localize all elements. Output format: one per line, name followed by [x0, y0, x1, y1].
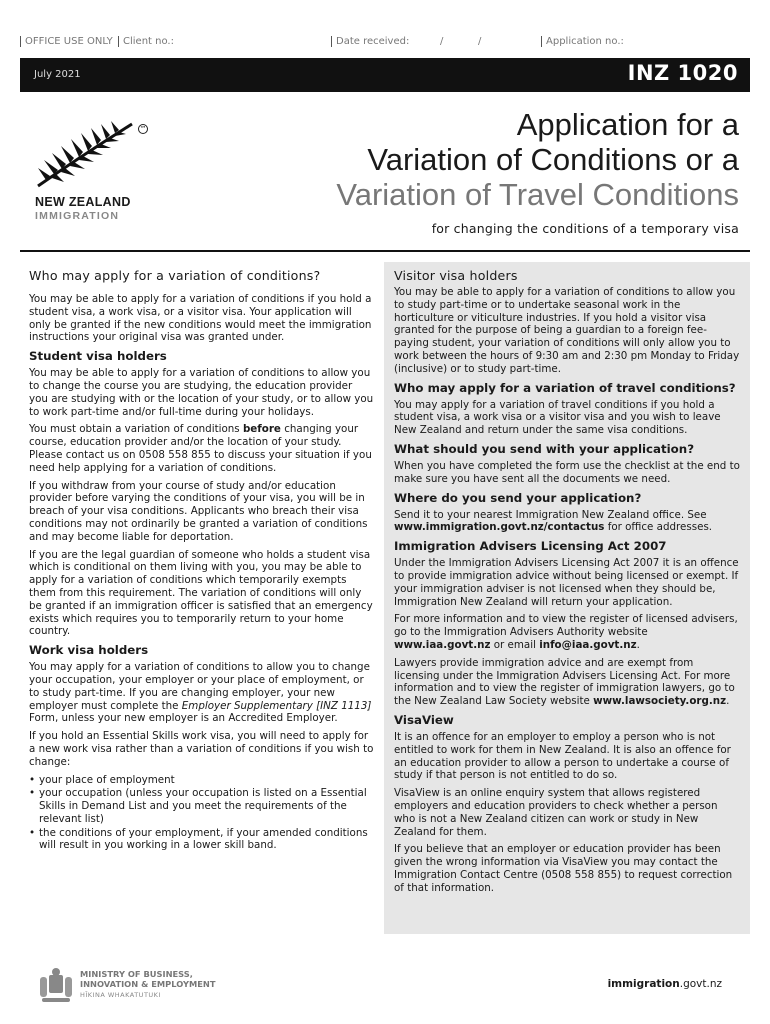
title-line-2: Variation of Conditions or a: [367, 142, 739, 177]
advisers-paragraph-1: Under the Immigration Advisers Licensing Act 2007 it is an offence to provide immigration advice without being licensed or exempt. If your immigration adviser is not licensed when they should be, Immigration New Zealand will return your application.: [394, 557, 739, 608]
text-span: You must obtain a variation of conditions: [29, 423, 243, 436]
form-number: INZ 1020: [627, 61, 738, 85]
travel-paragraph: You may apply for a variation of travel conditions if you hold a student visa, a work visa or a visitor visa and you wish to leave New Zealand and return under the same visa conditions.: [394, 398, 721, 437]
document-subtitle: for changing the conditions of a temporary visa: [431, 221, 739, 236]
text-span: Form, unless your new employer is an Accredited Employer.: [29, 712, 338, 725]
footer-website[interactable]: [608, 978, 722, 990]
right-column: [384, 262, 750, 934]
date-slash-1: /: [440, 36, 444, 47]
mbie-line-2: INNOVATION & EMPLOYMENT: [80, 979, 216, 989]
date-received-label: Date received:: [331, 36, 409, 47]
text-span: For more information and to view the register of licensed advisers, go to the Immigration Advisers Authority website: [394, 613, 738, 639]
text-span: Lawyers provide immigration advice and are exempt from licensing under the Immigration Advisers Licensing Act. For more information and to view the register of immigration lawyers, go to the New Zealand Law Society website: [394, 656, 735, 708]
text-span: Send it to your nearest Immigration New Zealand office. See: [394, 508, 707, 521]
work-paragraph-2: If you hold an Essential Skills work visa, you will need to apply for a new work visa rather than a variation of conditions if you wish to change:: [29, 730, 374, 768]
form-reference: Employer Supplementary [INZ 1113]: [181, 699, 372, 712]
text-span: or email: [490, 638, 540, 651]
heading-advisers-act: Immigration Advisers Licensing Act 2007: [394, 539, 667, 554]
mbie-line-1: MINISTRY OF BUSINESS,: [80, 969, 193, 979]
title-line-3: Variation of Travel Conditions: [336, 177, 739, 212]
visitor-paragraph: You may be able to apply for a variation of conditions to allow you to study part-time or to undertake seasonal work in the horticulture or viticulture industries. If you hold a visitor visa granted for the purpose of being a guardian to a foreign fee-paying student, your variation of conditions will only allow you to work between the hours of 9:30 am and 2:30 pm Monday to Friday (inclusive) or to study part-time.: [394, 286, 740, 375]
mbie-logo: [38, 967, 238, 1007]
work-paragraph-1: [29, 661, 374, 725]
student-paragraph-3: If you withdraw from your course of study and/or education provider before varying the conditions of your visa, you will be in breach of your visa conditions. Applicants who breach their visa conditions may not ordinarily be granted a variation of conditions and may become liable for deportation.: [29, 479, 368, 543]
url-bold: immigration: [607, 978, 680, 990]
text-span: for office addresses.: [604, 521, 713, 534]
trademark-symbol: ™: [139, 125, 147, 133]
text-span: .: [726, 695, 730, 708]
work-change-list: [29, 774, 374, 853]
student-paragraph-2: [29, 423, 374, 474]
contactus-link[interactable]: www.immigration.govt.nz/contactus: [394, 521, 605, 534]
form-date: July 2021: [34, 69, 81, 80]
iaa-website-link[interactable]: www.iaa.govt.nz: [394, 638, 491, 651]
mbie-name: [80, 969, 215, 989]
visaview-paragraph-1: It is an offence for an employer to employ a person who is not entitled to work for them in New Zealand. It is also an offence for an education provider to allow a person to undertake a course of study if that person is not entitled to do so.: [394, 730, 731, 782]
law-society-link[interactable]: www.lawsociety.org.nz: [593, 695, 727, 708]
heading-visitor-visa: Visitor visa holders: [394, 268, 518, 283]
student-paragraph-1: You may be able to apply for a variation of conditions to allow you to change the course you are studying, the education provider you are studying with or the location of your study, or to allow you to work part-time and/or full-time during your holidays.: [29, 367, 374, 418]
intro-paragraph: You may be able to apply for a variation of conditions if you hold a student visa, a work visa, or a visitor visa. Your application will only be granted if the new conditions would meet the immigration instructions your original visa was granted under.: [29, 293, 372, 344]
where-paragraph: [394, 509, 740, 535]
silver-fern-icon: [34, 118, 144, 190]
document-title: [336, 107, 739, 212]
logo-line-2: IMMIGRATION: [35, 210, 120, 222]
advisers-paragraph-3: [394, 657, 740, 708]
coat-of-arms-icon: [38, 967, 74, 1005]
list-item: • your occupation (unless your occupation is listed on a Essential Skills in Demand List and you meet the requirements of the relevant list): [29, 787, 374, 825]
header-band: [20, 58, 750, 92]
url-rest: .govt.nz: [679, 978, 722, 990]
office-use-label: OFFICE USE ONLY: [20, 36, 113, 47]
heading-visaview: VisaView: [394, 712, 454, 727]
left-column: [29, 268, 374, 856]
heading-who-may-apply: Who may apply for a variation of conditions?: [29, 268, 321, 283]
nz-immigration-logo: [34, 118, 164, 228]
visaview-paragraph-2: VisaView is an online enquiry system that allows registered employers and education providers to check whether a person who is not a New Zealand citizen can work or study in New Zealand for them.: [394, 787, 718, 838]
client-no-label: Client no.:: [118, 36, 174, 47]
header-divider: [20, 250, 750, 252]
emphasis-before: before: [242, 423, 281, 436]
heading-travel-conditions: Who may apply for a variation of travel conditions?: [394, 380, 736, 395]
heading-work-visa: Work visa holders: [29, 643, 149, 658]
office-use-strip: [20, 36, 750, 52]
text-span: You may apply for a variation of conditions to allow you to change your occupation, your employer or your place of employment, or to study part-time. If you are changing employer, your new employer must complete the: [29, 661, 370, 712]
list-item: • your place of employment: [29, 774, 374, 787]
heading-where-to-send: Where do you send your application?: [394, 490, 642, 505]
list-item: • the conditions of your employment, if your amended conditions will result in you working in a lower skill band.: [29, 827, 374, 853]
text-span: changing your course, education provider and/or the location of your study. Please contact us on 0508 558 855 to discuss your situation if you need help applying for a variation of conditions.: [29, 423, 372, 474]
logo-line-1: NEW ZEALAND: [35, 195, 131, 209]
mbie-maori-name: HĪKINA WHAKATUTUKI: [80, 991, 161, 999]
heading-student-visa: Student visa holders: [29, 349, 167, 364]
send-paragraph: When you have completed the form use the checklist at the end to make sure you have sent all the documents we need.: [394, 459, 740, 485]
application-no-label: Application no.:: [541, 36, 624, 47]
title-line-1: Application for a: [516, 107, 739, 142]
date-slash-2: /: [478, 36, 482, 47]
visaview-paragraph-3: If you believe that an employer or education provider has been given the wrong information via VisaView you may contact the Immigration Contact Centre (0508 558 855) to request correction of that information.: [394, 843, 733, 894]
text-span: .: [636, 638, 640, 651]
iaa-email-link[interactable]: info@iaa.govt.nz: [539, 638, 637, 651]
advisers-paragraph-2: [394, 613, 740, 651]
heading-what-to-send: What should you send with your application?: [394, 441, 695, 456]
student-paragraph-4: If you are the legal guardian of someone who holds a student visa which is conditional on them living with you, you may be able to apply for a variation of conditions which temporarily exempts them from this requirement. The variation of conditions will only be granted if an immigration officer is satisfied that an emergency exists which requires you to temporarily return to your home country.: [29, 548, 373, 638]
